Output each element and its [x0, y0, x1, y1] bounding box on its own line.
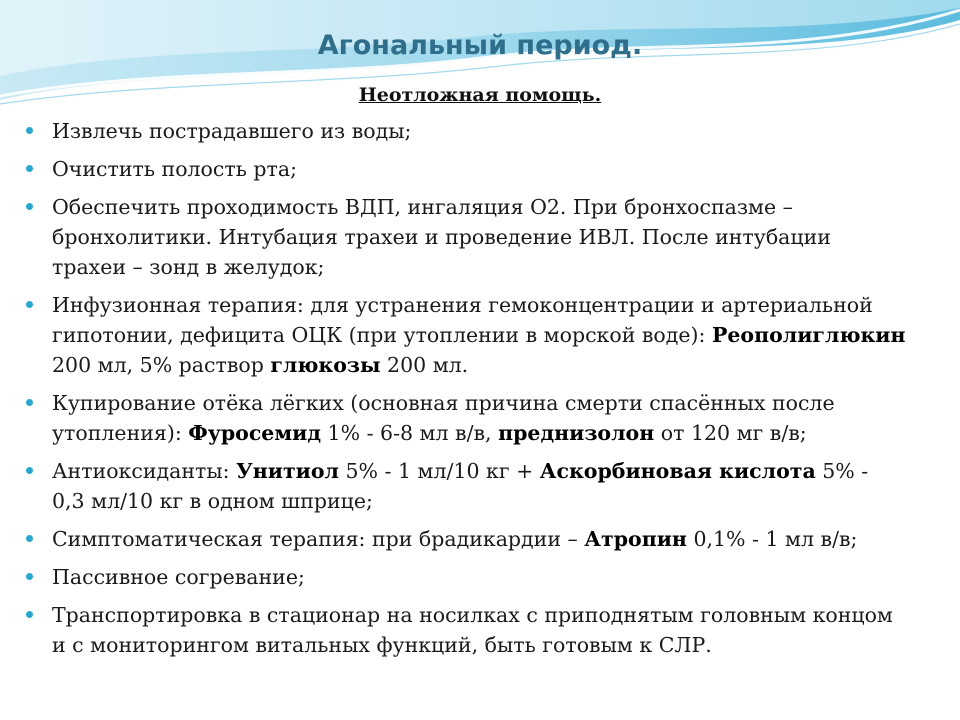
list-item: [26, 290, 906, 380]
item-text: 5% - 1 мл/10 кг +: [338, 459, 540, 483]
item-text: Обеспечить проходимость ВДП, ингаляция О2. При бронхоспазме – бронхолитики. Интубация трахеи и проведение ИВЛ. После интубации трахеи – зонд в желудок;: [52, 195, 831, 279]
list-item: [26, 456, 906, 516]
drug-name: Атропин: [584, 527, 687, 551]
list-item: [26, 388, 906, 448]
item-text: Пассивное согревание;: [52, 565, 305, 589]
item-text: Купирование отёка лёгких (основная причина смерти спасённых после утопления):: [52, 391, 835, 445]
bullet-list: [26, 116, 906, 668]
drug-name: Унитиол: [236, 459, 339, 483]
bullet-dot-icon: [26, 573, 33, 580]
drug-name: преднизолон: [498, 421, 655, 445]
list-item: [26, 154, 906, 184]
item-text: от 120 мг в/в;: [654, 421, 807, 445]
bullet-dot-icon: [26, 611, 33, 618]
list-item: [26, 562, 906, 592]
item-text: Инфузионная терапия: для устранения гемоконцентрации и артериальной гипотонии, дефицита ОЦК (при утоплении в морской воде):: [52, 293, 873, 347]
item-text: 5% - 0,3 мл/10 кг в одном шприце;: [52, 459, 869, 513]
list-item: [26, 600, 906, 660]
drug-name: Аскорбиновая кислота: [539, 459, 816, 483]
drug-name: глюкозы: [270, 353, 381, 377]
bullet-dot-icon: [26, 535, 33, 542]
item-text: Транспортировка в стационар на носилках с приподнятым головным концом и с мониторингом витальных функций, быть готовым к СЛР.: [52, 603, 893, 657]
item-text: 200 мл, 5% раствор: [52, 353, 271, 377]
bullet-dot-icon: [26, 203, 33, 210]
slide-subtitle: Неотложная помощь.: [358, 84, 602, 106]
item-text: Симптоматическая терапия: при брадикардии –: [52, 527, 585, 551]
list-item: [26, 116, 906, 146]
item-text: Очистить полость рта;: [52, 157, 297, 181]
list-item: [26, 192, 906, 282]
item-text: Извлечь пострадавшего из воды;: [52, 119, 412, 143]
item-text: 0,1% - 1 мл в/в;: [686, 527, 858, 551]
item-text: 1% - 6-8 мл в/в,: [321, 421, 499, 445]
header-wave-decoration: [0, 0, 960, 130]
bullet-dot-icon: [26, 165, 33, 172]
item-text: 200 мл.: [380, 353, 469, 377]
drug-name: Фуросемид: [188, 421, 322, 445]
drug-name: Реополиглюкин: [711, 323, 906, 347]
bullet-dot-icon: [26, 301, 33, 308]
item-text: Антиоксиданты:: [52, 459, 237, 483]
list-item: [26, 524, 906, 554]
bullet-dot-icon: [26, 399, 33, 406]
bullet-dot-icon: [26, 127, 33, 134]
slide-title: Агональный период.: [317, 30, 643, 61]
bullet-dot-icon: [26, 467, 33, 474]
